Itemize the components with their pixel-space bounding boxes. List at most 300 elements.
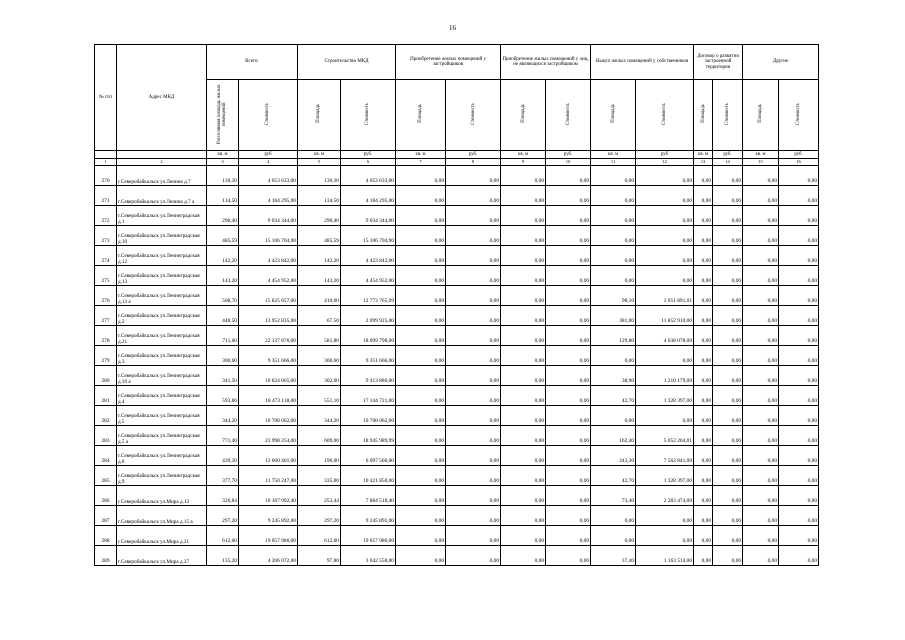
row-value: 0,00: [446, 206, 501, 226]
row-value: 0,00: [591, 346, 636, 366]
header-sub-other-cost: [779, 80, 819, 151]
row-value: 439,30: [207, 446, 239, 466]
column-number: 10: [546, 159, 591, 166]
row-value: 0,00: [694, 166, 713, 186]
row-number: 274: [95, 246, 117, 266]
row-value: 0,00: [636, 346, 694, 366]
row-value: 0,00: [501, 366, 546, 386]
row-value: 0,00: [694, 266, 713, 286]
row-value: 0,00: [546, 206, 591, 226]
unit-cell: руб.: [779, 151, 819, 159]
row-value: 0,00: [636, 506, 694, 526]
row-value: 0,00: [779, 526, 819, 546]
row-value: 196,00: [298, 446, 341, 466]
row-value: 0,00: [546, 166, 591, 186]
row-value: 0,00: [501, 186, 546, 206]
row-value: 13 952 835,00: [239, 306, 298, 326]
table-row: [95, 546, 819, 566]
row-value: 9 245 892,00: [341, 506, 396, 526]
header-sub-non-developers-cost: [546, 80, 591, 151]
row-number: 276: [95, 286, 117, 306]
unit-cell: руб.: [546, 151, 591, 159]
row-value: 0,00: [446, 226, 501, 246]
unit-cell: [117, 151, 207, 159]
row-value: 0,00: [636, 246, 694, 266]
header-group-construction: Строительство МКД: [298, 45, 396, 80]
row-value: 1 328 397,00: [636, 466, 694, 486]
row-value: 0,00: [546, 486, 591, 506]
row-number: 273: [95, 226, 117, 246]
table-row: [95, 206, 819, 226]
row-value: 0,00: [713, 306, 743, 326]
row-number: 284: [95, 446, 117, 466]
row-value: 42,70: [591, 466, 636, 486]
row-value: 0,00: [501, 526, 546, 546]
header-group-development-agreement: Договор о развитии застроенной территории: [694, 45, 743, 80]
row-value: 0,00: [779, 226, 819, 246]
row-value: 143,20: [207, 266, 239, 286]
row-address: г.Северобайкальск ул.Ленинградская д.3: [117, 346, 207, 366]
row-value: 19 057 986,00: [239, 526, 298, 546]
row-value: 0,00: [396, 266, 446, 286]
header-sub-total-cost: [239, 80, 298, 151]
row-value: 11 852 910,00: [636, 306, 694, 326]
row-value: 10 708 062,00: [239, 406, 298, 426]
row-number: 282: [95, 406, 117, 426]
table-row: [95, 366, 819, 386]
row-value: 0,00: [743, 506, 779, 526]
row-value: 4 053 633,00: [239, 166, 298, 186]
row-value: 9 351 666,00: [239, 346, 298, 366]
row-address: г.Северобайкальск ул.Ленина д.7 а: [117, 186, 207, 206]
row-value: 98,10: [591, 286, 636, 306]
table-row: [95, 266, 819, 286]
row-value: 0,00: [713, 206, 743, 226]
row-value: 0,00: [591, 166, 636, 186]
row-value: 0,00: [779, 406, 819, 426]
header-group-other: Другие: [743, 45, 819, 80]
row-value: 0,00: [713, 166, 743, 186]
row-value: 0,00: [396, 386, 446, 406]
row-address: г.Северобайкальск ул.Ленинградская д.4: [117, 386, 207, 406]
header-sub-label: Стоимость: [565, 102, 571, 125]
row-value: 0,00: [446, 526, 501, 546]
header-sub-label: Площадь: [520, 104, 526, 124]
row-value: 5 052 264,01: [636, 426, 694, 446]
row-number: 287: [95, 506, 117, 526]
row-value: 11 750 247,00: [239, 466, 298, 486]
row-value: 0,00: [446, 266, 501, 286]
row-value: 0,00: [743, 226, 779, 246]
row-value: 0,00: [636, 166, 694, 186]
header-sub-label: Стоимость: [662, 102, 668, 125]
row-value: 0,00: [636, 266, 694, 286]
row-address: г.Северобайкальск ул.Ленинградская д.8: [117, 446, 207, 466]
row-value: 0,00: [779, 366, 819, 386]
row-value: 37,40: [591, 546, 636, 566]
row-value: 381,00: [591, 306, 636, 326]
table-row: [95, 306, 819, 326]
row-value: 0,00: [446, 406, 501, 426]
row-number: 278: [95, 326, 117, 346]
row-value: 0,00: [743, 306, 779, 326]
row-value: 0,00: [446, 286, 501, 306]
row-value: 0,00: [396, 486, 446, 506]
column-number: 5: [298, 159, 341, 166]
row-value: 0,00: [694, 246, 713, 266]
header-group-buyout-owners: Выкуп жилых помещений у собственников: [591, 45, 694, 80]
row-value: 344,20: [207, 406, 239, 426]
column-number: 11: [591, 159, 636, 166]
row-value: 0,00: [779, 166, 819, 186]
row-value: 18 945 989,99: [341, 426, 396, 446]
row-value: 0,00: [396, 206, 446, 226]
row-value: 9 351 666,00: [341, 346, 396, 366]
column-number: 15: [743, 159, 779, 166]
unit-cell: руб.: [341, 151, 396, 159]
row-value: 485,59: [207, 226, 239, 246]
row-value: 243,30: [591, 446, 636, 466]
table-row: [95, 406, 819, 426]
row-value: 0,00: [396, 526, 446, 546]
row-value: 130,30: [207, 166, 239, 186]
row-value: 0,00: [694, 426, 713, 446]
row-value: 0,00: [779, 186, 819, 206]
units-row: [95, 151, 819, 159]
row-value: 0,00: [779, 546, 819, 566]
row-value: 0,00: [694, 386, 713, 406]
unit-cell: кв. м: [501, 151, 546, 159]
row-value: 0,00: [546, 186, 591, 206]
row-value: 581,80: [298, 326, 341, 346]
row-value: 0,00: [636, 526, 694, 546]
table-row: [95, 246, 819, 266]
row-value: 142,20: [298, 246, 341, 266]
column-number: 4: [239, 159, 298, 166]
row-value: 0,00: [546, 286, 591, 306]
row-value: 1 163 514,00: [636, 546, 694, 566]
row-value: 0,00: [546, 446, 591, 466]
row-value: 0,00: [779, 346, 819, 366]
row-value: 300,60: [207, 346, 239, 366]
row-value: 448,50: [207, 306, 239, 326]
unit-cell: кв. м: [591, 151, 636, 159]
row-number: 277: [95, 306, 117, 326]
row-value: 9 413 886,00: [341, 366, 396, 386]
row-value: 0,00: [446, 246, 501, 266]
table-row: [95, 226, 819, 246]
row-value: 302,60: [298, 366, 341, 386]
table-row: [95, 286, 819, 306]
row-value: 0,00: [546, 386, 591, 406]
row-value: 15 825 657,00: [239, 286, 298, 306]
header-sub-label: Площадь: [700, 104, 706, 124]
row-value: 17 144 721,00: [341, 386, 396, 406]
table-row: [95, 386, 819, 406]
header-group-purchase-developers: Приобретение жилых помещений у застройщиков: [396, 45, 501, 80]
row-value: 0,00: [396, 226, 446, 246]
row-value: 4 454 952,00: [341, 266, 396, 286]
row-value: 0,00: [546, 546, 591, 566]
row-value: 0,00: [743, 546, 779, 566]
row-value: 0,00: [694, 366, 713, 386]
header-sub-other-area: [743, 80, 779, 151]
row-value: 4 423 842,00: [341, 246, 396, 266]
row-value: 300,60: [298, 346, 341, 366]
page-number: 16: [449, 24, 456, 32]
row-value: 12 773 765,99: [341, 286, 396, 306]
row-value: 341,50: [207, 366, 239, 386]
column-number: 9: [501, 159, 546, 166]
row-value: 0,00: [396, 546, 446, 566]
row-value: 0,00: [446, 506, 501, 526]
row-value: 0,00: [546, 466, 591, 486]
row-value: 10 421 850,00: [341, 466, 396, 486]
row-value: 0,00: [694, 286, 713, 306]
row-value: 0,00: [396, 506, 446, 526]
row-value: 4 454 952,00: [239, 266, 298, 286]
row-value: 0,00: [446, 466, 501, 486]
row-value: 335,00: [298, 466, 341, 486]
row-value: 1 328 397,00: [636, 386, 694, 406]
row-value: 0,00: [396, 466, 446, 486]
table-row: [95, 426, 819, 446]
row-value: 377,70: [207, 466, 239, 486]
row-number: 280: [95, 366, 117, 386]
header-sub-label: Площадь: [610, 104, 616, 124]
row-value: 0,00: [743, 526, 779, 546]
row-value: 0,00: [591, 506, 636, 526]
row-value: 0,00: [694, 546, 713, 566]
row-value: 612,60: [298, 526, 341, 546]
row-value: 344,20: [298, 406, 341, 426]
row-value: 0,00: [694, 326, 713, 346]
row-value: 18 473 118,00: [239, 386, 298, 406]
unit-cell: руб: [636, 151, 694, 159]
row-value: 0,00: [713, 526, 743, 546]
row-address: г.Северобайкальск ул.Ленинградская д.5 а: [117, 426, 207, 446]
row-value: 0,00: [591, 406, 636, 426]
table-row: [95, 486, 819, 506]
header-group-purchase-non-developers: Приобретение жилых помещений у лиц, не являющихся застройщиком: [501, 45, 591, 80]
resettlement-table: [94, 44, 819, 566]
row-value: 134,50: [207, 186, 239, 206]
row-value: 0,00: [713, 366, 743, 386]
row-address: г.Северобайкальск ул.Ленинградская д.13: [117, 266, 207, 286]
row-value: 130,30: [298, 166, 341, 186]
row-value: 0,00: [694, 346, 713, 366]
row-value: 134,50: [298, 186, 341, 206]
row-value: 0,00: [446, 166, 501, 186]
header-sub-developers-cost: [446, 80, 501, 151]
table-row: [95, 186, 819, 206]
row-value: 0,00: [779, 306, 819, 326]
row-value: 0,00: [396, 446, 446, 466]
header-sub-developers-area: [396, 80, 446, 151]
row-value: 0,00: [713, 506, 743, 526]
row-value: 0,00: [501, 406, 546, 426]
row-value: 0,00: [713, 246, 743, 266]
row-value: 0,00: [779, 466, 819, 486]
row-value: 290,40: [298, 206, 341, 226]
row-value: 162,40: [591, 426, 636, 446]
row-value: 3 051 891,01: [636, 286, 694, 306]
row-value: 0,00: [694, 226, 713, 246]
row-value: 10 708 062,00: [341, 406, 396, 426]
row-value: 0,00: [694, 506, 713, 526]
column-number: 8: [446, 159, 501, 166]
header-address: Адрес МКД: [117, 45, 207, 151]
row-value: 0,00: [396, 306, 446, 326]
row-value: 0,00: [446, 306, 501, 326]
row-value: 7 562 841,00: [636, 446, 694, 466]
row-value: 0,00: [713, 426, 743, 446]
row-value: 9 034 344,00: [239, 206, 298, 226]
row-address: г.Северобайкальск ул.Ленинградская д.13 а: [117, 286, 207, 306]
row-number: 286: [95, 486, 117, 506]
header-sub-agreement-cost: [713, 80, 743, 151]
row-value: 0,00: [713, 446, 743, 466]
row-value: 0,00: [779, 426, 819, 446]
row-value: 0,00: [501, 466, 546, 486]
row-number: 279: [95, 346, 117, 366]
header-sub-label: Стоимость: [796, 102, 802, 125]
column-number: 1: [95, 159, 117, 166]
row-value: 0,00: [591, 246, 636, 266]
header-sub-label: Площадь: [316, 104, 322, 124]
row-value: 0,00: [501, 346, 546, 366]
row-value: 0,00: [743, 326, 779, 346]
row-value: 0,00: [546, 226, 591, 246]
row-value: 0,00: [713, 486, 743, 506]
row-value: 0,00: [743, 366, 779, 386]
row-value: 0,00: [694, 206, 713, 226]
row-value: 0,00: [501, 426, 546, 446]
row-address: г.Северобайкальск ул.Мира д.12: [117, 486, 207, 506]
row-value: 2 099 925,00: [341, 306, 396, 326]
row-address: г.Северобайкальск ул.Ленинградская д.12: [117, 246, 207, 266]
row-value: 15 106 704,90: [341, 226, 396, 246]
row-value: 0,00: [501, 446, 546, 466]
row-value: 0,00: [743, 386, 779, 406]
row-address: г.Северобайкальск ул.Мира д.21: [117, 526, 207, 546]
row-value: 15 106 704,90: [239, 226, 298, 246]
header-sub-buyout-area: [591, 80, 636, 151]
row-value: 0,00: [546, 306, 591, 326]
row-value: 13 660 401,00: [239, 446, 298, 466]
row-value: 612,60: [207, 526, 239, 546]
row-value: 2 283 474,00: [636, 486, 694, 506]
row-value: 0,00: [743, 466, 779, 486]
row-address: г.Северобайкальск ул.Ленина д.7: [117, 166, 207, 186]
table-row: [95, 326, 819, 346]
row-value: 0,00: [694, 486, 713, 506]
row-address: г.Северобайкальск ул.Ленинградская д.10: [117, 226, 207, 246]
unit-cell: кв. м: [207, 151, 239, 159]
row-value: 297,20: [298, 506, 341, 526]
row-value: 0,00: [446, 446, 501, 466]
row-value: 0,00: [636, 186, 694, 206]
row-address: г.Северобайкальск ул.Ленинградская д.21: [117, 326, 207, 346]
row-address: г.Северобайкальск ул.Ленинградская д.5: [117, 406, 207, 426]
row-value: 326,84: [207, 486, 239, 506]
row-address: г.Северобайкальск ул.Мира д.27: [117, 546, 207, 566]
row-value: 142,20: [207, 246, 239, 266]
row-number: 289: [95, 546, 117, 566]
header-sub-construction-area: [298, 80, 341, 151]
row-value: 18 099 798,00: [341, 326, 396, 346]
header-sub-label: Стоимость: [265, 102, 271, 125]
row-value: 0,00: [546, 526, 591, 546]
column-number: 7: [396, 159, 446, 166]
table-row: [95, 466, 819, 486]
row-value: 0,00: [396, 326, 446, 346]
row-value: 0,00: [396, 166, 446, 186]
header-group-total: Всего:: [207, 45, 298, 80]
row-value: 0,00: [779, 286, 819, 306]
table-row: [95, 166, 819, 186]
row-value: 42,70: [591, 386, 636, 406]
column-numbers-row: [95, 159, 819, 166]
row-value: 0,00: [546, 406, 591, 426]
row-value: 9 245 892,00: [239, 506, 298, 526]
row-value: 0,00: [446, 386, 501, 406]
row-address: г.Северобайкальск ул.Ленинградская д.39 а: [117, 366, 207, 386]
row-value: 0,00: [546, 266, 591, 286]
row-address: г.Северобайкальск ул.Ленинградская д.2: [117, 306, 207, 326]
row-value: 0,00: [501, 486, 546, 506]
row-value: 0,00: [446, 546, 501, 566]
unit-cell: кв. м: [694, 151, 713, 159]
row-value: 0,00: [591, 226, 636, 246]
row-value: 0,00: [713, 346, 743, 366]
row-value: 4 053 633,00: [341, 166, 396, 186]
row-value: 0,00: [446, 346, 501, 366]
row-value: 0,00: [501, 306, 546, 326]
row-value: 3 042 558,00: [341, 546, 396, 566]
row-value: 22 137 876,00: [239, 326, 298, 346]
row-value: 4 423 842,00: [239, 246, 298, 266]
row-number: 283: [95, 426, 117, 446]
unit-cell: кв. м: [298, 151, 341, 159]
row-value: 10 167 992,40: [239, 486, 298, 506]
row-value: 771,40: [207, 426, 239, 446]
row-value: 0,00: [501, 166, 546, 186]
row-value: 0,00: [501, 326, 546, 346]
header-sub-label: Стоимость: [470, 102, 476, 125]
header-sub-buyout-cost: [636, 80, 694, 151]
row-value: 0,00: [501, 226, 546, 246]
row-value: 0,00: [743, 426, 779, 446]
row-number: 275: [95, 266, 117, 286]
row-value: 135,20: [207, 546, 239, 566]
row-value: 0,00: [546, 246, 591, 266]
row-value: 253,44: [298, 486, 341, 506]
row-value: 0,00: [743, 166, 779, 186]
row-value: 0,00: [743, 286, 779, 306]
row-number: 288: [95, 526, 117, 546]
column-number: 12: [636, 159, 694, 166]
row-value: 0,00: [591, 526, 636, 546]
row-value: 0,00: [446, 486, 501, 506]
header-sub-total-area: [207, 80, 239, 151]
row-value: 0,00: [694, 406, 713, 426]
row-value: 4 206 072,00: [239, 546, 298, 566]
row-value: 0,00: [743, 406, 779, 426]
column-number: 14: [713, 159, 743, 166]
row-value: 0,00: [713, 406, 743, 426]
row-value: 7 884 518,40: [341, 486, 396, 506]
